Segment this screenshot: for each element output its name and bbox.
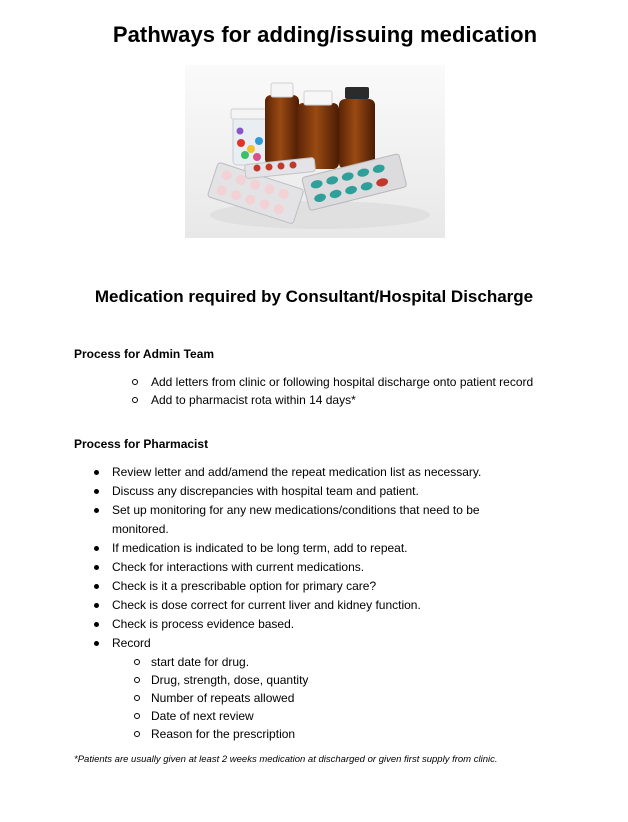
- medication-photo: [185, 65, 445, 238]
- list-item: Discuss any discrepancies with hospital team and patient.: [93, 482, 513, 501]
- list-item: Add letters from clinic or following hospital discharge onto patient record: [130, 373, 533, 391]
- list-item: Date of next review: [132, 707, 513, 725]
- list-item: Check is process evidence based.: [93, 615, 513, 634]
- admin-process-list: [130, 373, 533, 409]
- pharmacist-process-list: [93, 463, 513, 743]
- list-item: Check is dose correct for current liver and kidney function.: [93, 596, 513, 615]
- pharmacist-process-heading: Process for Pharmacist: [74, 437, 209, 451]
- section-subtitle: Medication required by Consultant/Hospital Discharge: [94, 287, 534, 306]
- document-title: Pathways for adding/issuing medication: [112, 22, 538, 47]
- list-item: If medication is indicated to be long term, add to repeat.: [93, 539, 513, 558]
- list-item: Reason for the prescription: [132, 725, 513, 743]
- list-item: Number of repeats allowed: [132, 689, 513, 707]
- list-item: start date for drug.: [132, 653, 513, 671]
- footnote: *Patients are usually given at least 2 weeks medication at discharged or given first supply from clinic.: [74, 754, 498, 765]
- record-label: Record: [112, 636, 151, 650]
- list-item-record: [93, 634, 513, 743]
- list-item: Review letter and add/amend the repeat medication list as necessary.: [93, 463, 513, 482]
- list-item: Check for interactions with current medications.: [93, 558, 513, 577]
- list-item: Add to pharmacist rota within 14 days*: [130, 391, 533, 409]
- list-item: Check is it a prescribable option for primary care?: [93, 577, 513, 596]
- admin-process-heading: Process for Admin Team: [74, 347, 215, 361]
- list-item: Drug, strength, dose, quantity: [132, 671, 513, 689]
- list-item: Set up monitoring for any new medications/conditions that need to be monitored.: [93, 501, 513, 539]
- record-sublist: [112, 653, 513, 743]
